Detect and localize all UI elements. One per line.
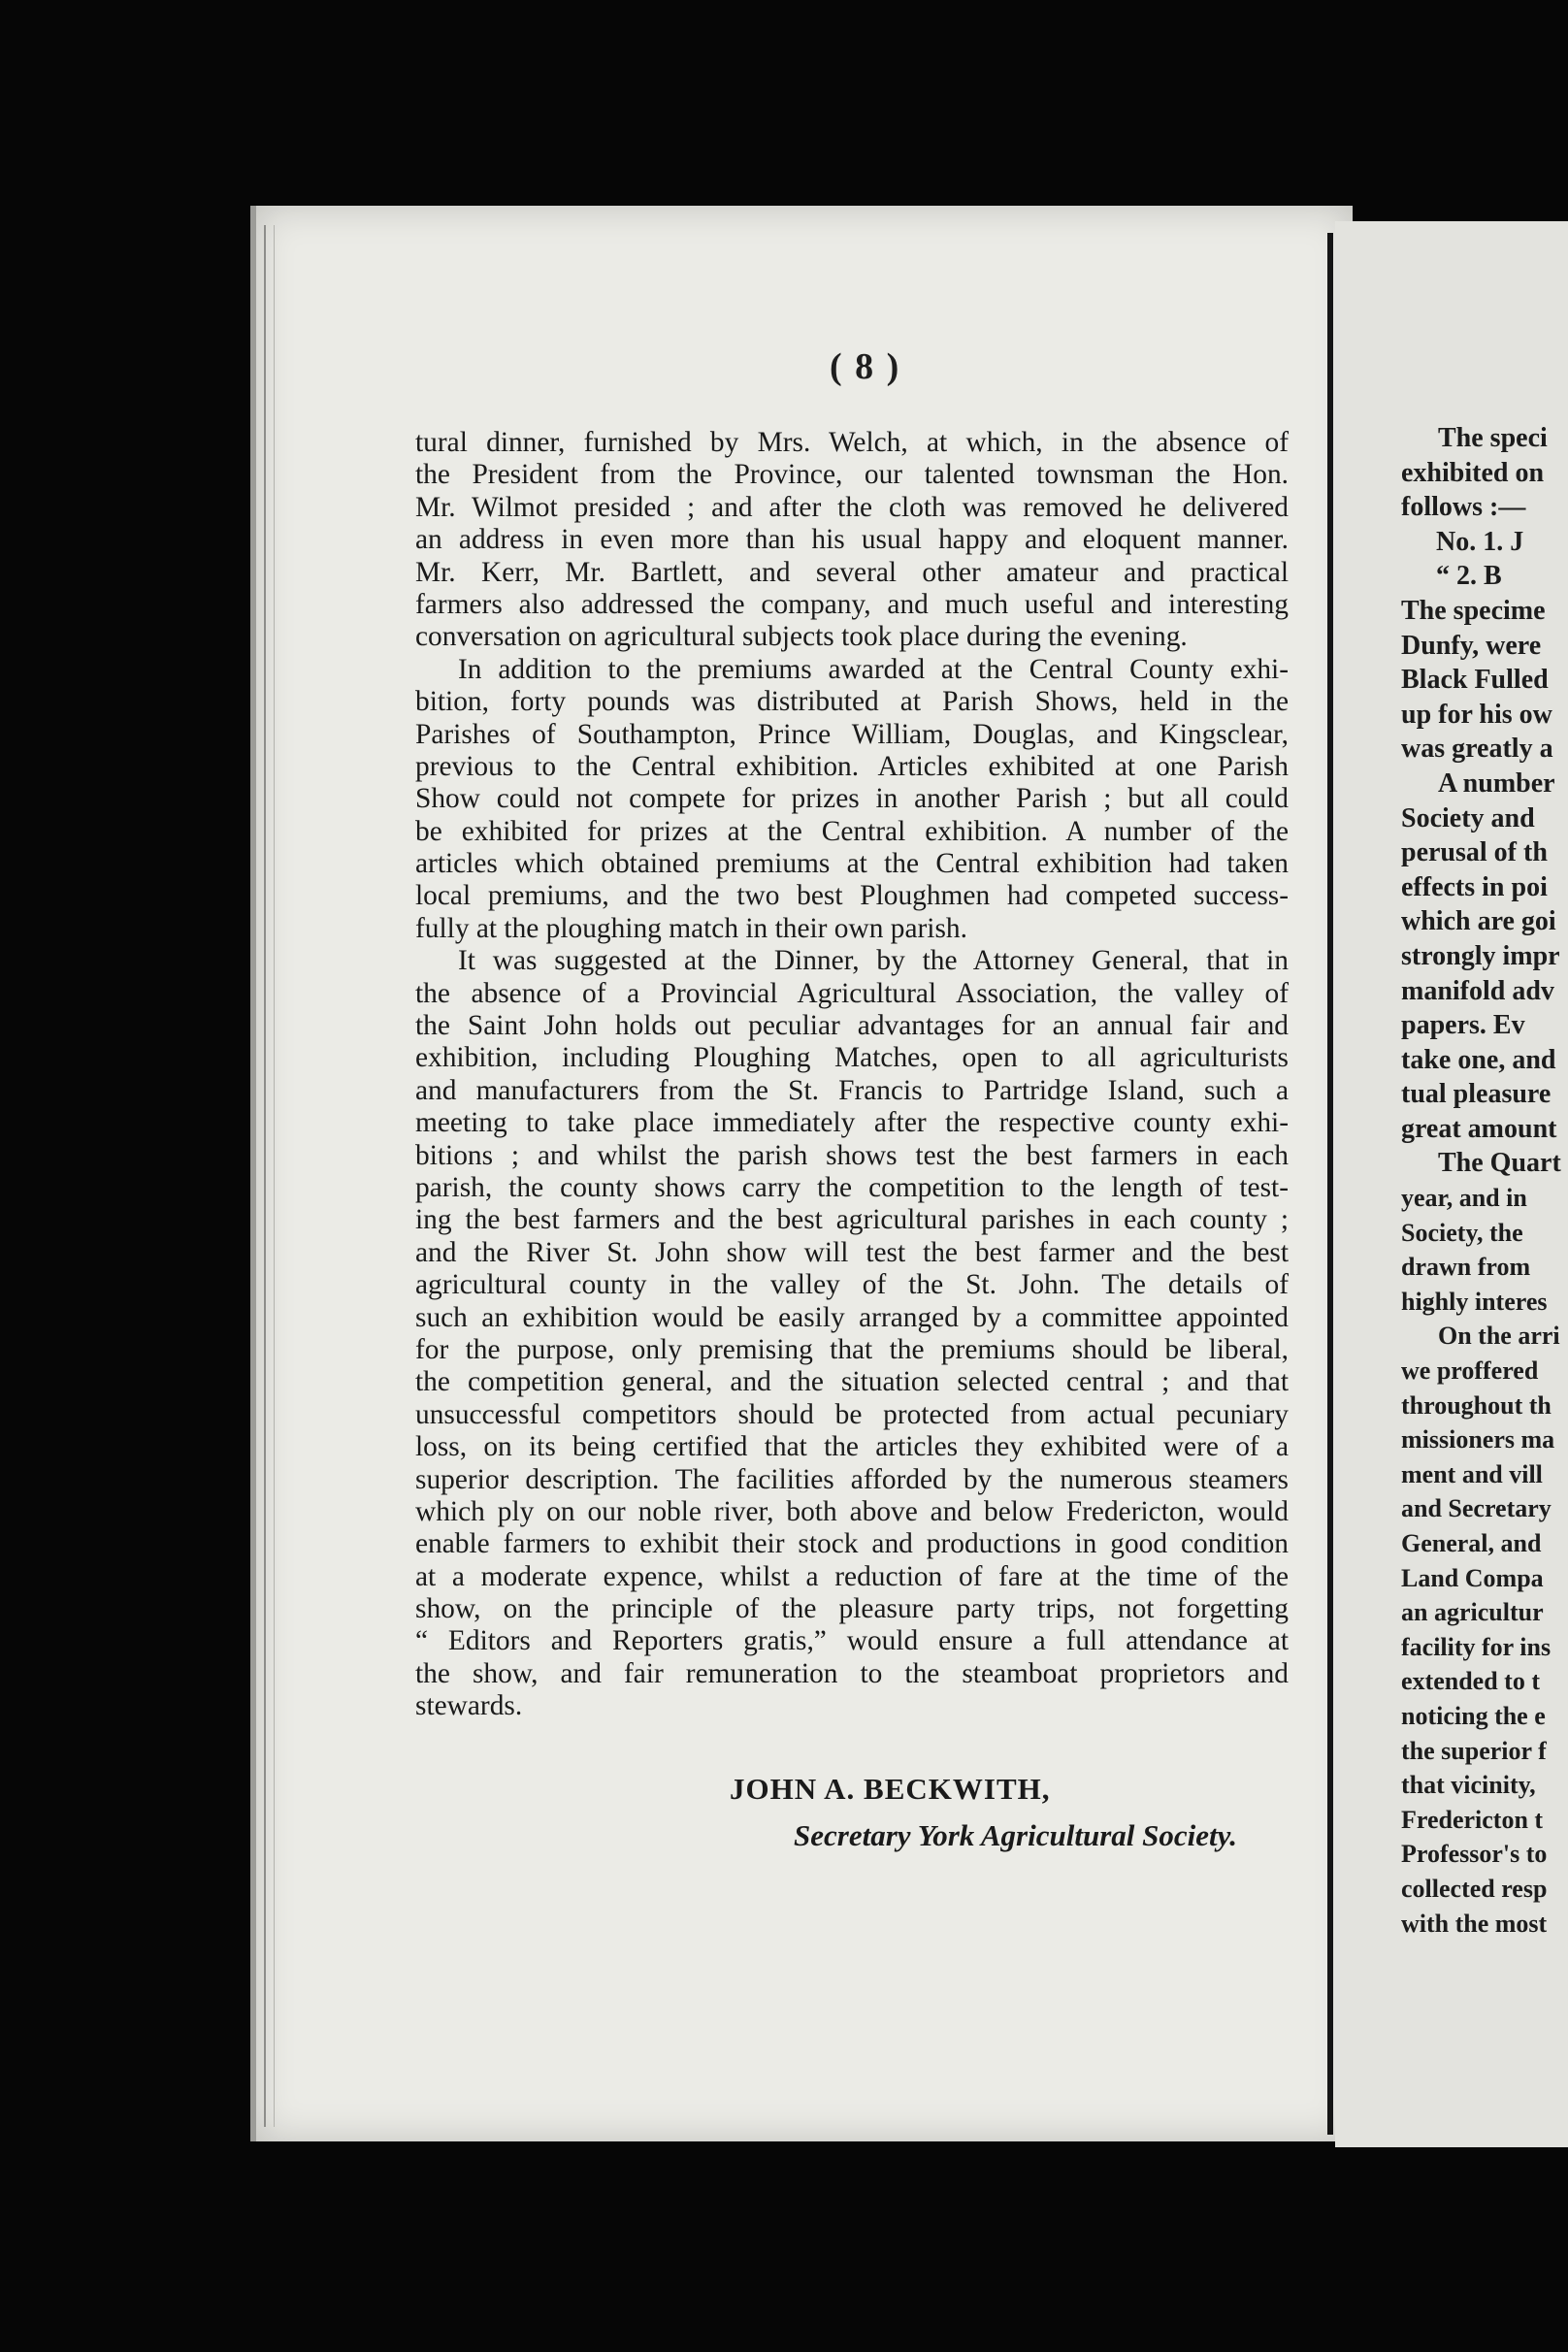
- facing-page-line: The speci: [1438, 423, 1548, 453]
- facing-page-line: Society and: [1401, 802, 1535, 833]
- facing-page-line: The specime: [1401, 595, 1546, 626]
- body-line: conversation on agricultural subjects took place during the evening.: [415, 621, 1188, 653]
- facing-page-line: strongly impr: [1401, 940, 1560, 971]
- body-line: the show, and fair remuneration to the steamboat proprietors and: [415, 1657, 1289, 1689]
- body-line: In addition to the premiums awarded at the Central County exhi-: [458, 653, 1289, 685]
- body-line: Mr. Wilmot presided ; and after the cloth was removed he delivered: [415, 491, 1289, 523]
- facing-page-line: No. 1. J: [1436, 526, 1524, 557]
- body-line: stewards.: [415, 1690, 523, 1722]
- body-line: the competition general, and the situation selected central ; and that: [415, 1366, 1289, 1398]
- body-line: superior description. The facilities afforded by the numerous steamers: [415, 1463, 1289, 1495]
- facing-page-line: we proffered: [1401, 1356, 1539, 1386]
- facing-page-line: exhibited on: [1401, 457, 1545, 488]
- facing-page-line: manifold adv: [1401, 975, 1554, 1006]
- facing-page-line: perusal of th: [1401, 837, 1548, 868]
- facing-page-line: papers. Ev: [1401, 1010, 1525, 1041]
- body-line: the President from the Province, our talented townsman the Hon.: [415, 459, 1289, 491]
- body-line: previous to the Central exhibition. Articles exhibited at one Parish: [415, 750, 1289, 782]
- facing-page-line: missioners ma: [1401, 1425, 1555, 1454]
- body-line: Mr. Kerr, Mr. Bartlett, and several other amateur and practical: [415, 556, 1289, 588]
- facing-page-line: Black Fulled: [1401, 665, 1549, 696]
- body-line: unsuccessful competitors should be protected from actual pecuniary: [415, 1398, 1289, 1430]
- facing-page-line: Fredericton t: [1401, 1805, 1544, 1834]
- facing-page-line: an agricultur: [1401, 1598, 1544, 1627]
- facing-page-line: Land Compa: [1401, 1563, 1544, 1592]
- body-line: ing the best farmers and the best agricultural parishes in each county ;: [415, 1204, 1289, 1236]
- facing-page-line: throughout th: [1401, 1390, 1552, 1420]
- body-line: for the purpose, only premising that the premiums should be liberal,: [415, 1333, 1289, 1365]
- body-line: parish, the county shows carry the competition to the length of test-: [415, 1171, 1289, 1203]
- facing-page-line: effects in poi: [1401, 871, 1548, 902]
- facing-page-line: up for his ow: [1401, 699, 1552, 730]
- body-line: enable farmers to exhibit their stock and productions in good condition: [415, 1528, 1289, 1560]
- page-edge-line: [264, 225, 266, 2127]
- body-line: loss, on its being certified that the articles they exhibited were of a: [415, 1431, 1289, 1463]
- signature-title: Secretary York Agricultural Society.: [794, 1818, 1237, 1852]
- facing-page-line: that vicinity,: [1401, 1771, 1536, 1800]
- facing-page-line: Society, the: [1401, 1218, 1523, 1247]
- body-line: show, on the principle of the pleasure party trips, not forgetting: [415, 1593, 1289, 1625]
- facing-page-line: “ 2. B: [1436, 561, 1502, 592]
- body-line: “ Editors and Reporters gratis,” would ensure a full attendance at: [415, 1625, 1289, 1657]
- facing-page-line: extended to t: [1401, 1667, 1540, 1696]
- facing-page-line: which are goi: [1401, 906, 1556, 937]
- facing-page-line: General, and: [1401, 1529, 1542, 1557]
- body-line: local premiums, and the two best Ploughmen had competed success-: [415, 880, 1289, 912]
- facing-page-line: take one, and: [1401, 1044, 1556, 1075]
- binding-shadow: [1327, 233, 1333, 2135]
- facing-page-line: collected resp: [1401, 1874, 1548, 1903]
- facing-page-line: noticing the e: [1401, 1701, 1546, 1730]
- facing-page-line: facility for ins: [1401, 1632, 1552, 1661]
- facing-page-line: follows :—: [1401, 492, 1526, 523]
- facing-page-line: A number: [1438, 768, 1555, 799]
- body-line: the Saint John holds out peculiar advantages for an annual fair and: [415, 1010, 1289, 1042]
- body-text: [415, 427, 1289, 1723]
- body-line: an address in even more than his usual happy and eloquent manner.: [415, 524, 1289, 556]
- page-number: ( 8 ): [830, 346, 901, 387]
- facing-page-line: tual pleasure: [1401, 1079, 1552, 1110]
- body-line: bitions ; and whilst the parish shows test the best farmers in each: [415, 1139, 1289, 1171]
- body-line: which ply on our noble river, both above and below Fredericton, would: [415, 1495, 1289, 1527]
- facing-page-line: great amount: [1401, 1113, 1557, 1144]
- facing-page-line: drawn from: [1401, 1253, 1531, 1282]
- body-line: and manufacturers from the St. Francis to Partridge Island, such a: [415, 1074, 1289, 1106]
- body-line: It was suggested at the Dinner, by the Attorney General, that in: [458, 945, 1289, 977]
- body-line: tural dinner, furnished by Mrs. Welch, at which, in the absence of: [415, 427, 1289, 458]
- page-edge-line-inner: [274, 225, 275, 2127]
- body-line: such an exhibition would be easily arranged by a committee appointed: [415, 1301, 1289, 1333]
- facing-page-text: [1401, 421, 1568, 1941]
- facing-page-line: Professor's to: [1401, 1840, 1548, 1869]
- body-line: at a moderate expence, whilst a reduction of fare at the time of the: [415, 1560, 1289, 1592]
- body-line: farmers also addressed the company, and much useful and interesting: [415, 588, 1289, 620]
- facing-page-line: year, and in: [1401, 1184, 1527, 1213]
- facing-page-line: and Secretary: [1401, 1494, 1552, 1523]
- body-line: the absence of a Provincial Agricultural Association, the valley of: [415, 977, 1289, 1009]
- facing-page-line: was greatly a: [1401, 734, 1553, 765]
- facing-page-line: On the arri: [1438, 1322, 1560, 1351]
- signature-name: JOHN A. BECKWITH,: [730, 1772, 1051, 1806]
- body-line: Show could not compete for prizes in another Parish ; but all could: [415, 783, 1289, 815]
- body-line: be exhibited for prizes at the Central exhibition. A number of the: [415, 815, 1289, 847]
- facing-page-line: The Quart: [1438, 1148, 1561, 1179]
- body-line: and the River St. John show will test the best farmer and the best: [415, 1236, 1289, 1268]
- facing-page-line: ment and vill: [1401, 1459, 1543, 1488]
- body-line: fully at the ploughing match in their own parish.: [415, 912, 967, 944]
- body-line: exhibition, including Ploughing Matches, open to all agriculturists: [415, 1042, 1289, 1074]
- facing-page-line: with the most: [1401, 1909, 1548, 1938]
- facing-page-line: the superior f: [1401, 1736, 1547, 1765]
- facing-page-line: Dunfy, were: [1401, 630, 1542, 661]
- body-line: bition, forty pounds was distributed at Parish Shows, held in the: [415, 686, 1289, 718]
- facing-page-line: highly interes: [1401, 1287, 1548, 1316]
- body-line: agricultural county in the valley of the St. John. The details of: [415, 1269, 1289, 1301]
- body-line: articles which obtained premiums at the Central exhibition had taken: [415, 848, 1289, 880]
- body-line: meeting to take place immediately after the respective county exhi-: [415, 1107, 1289, 1139]
- body-line: Parishes of Southampton, Prince William, Douglas, and Kingsclear,: [415, 718, 1289, 750]
